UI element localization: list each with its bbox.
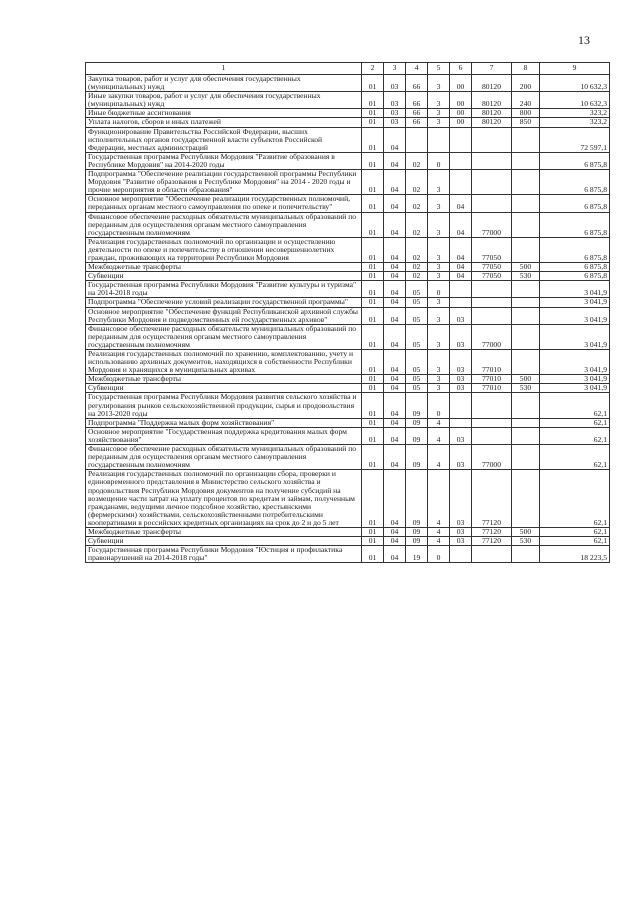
direction-code-cell <box>472 298 512 307</box>
table-row <box>86 445 610 470</box>
subsection-code-cell: 03 <box>384 109 406 118</box>
direction-code-cell: 77050 <box>472 237 512 262</box>
amount-cell: 10 632,3 <box>540 75 610 92</box>
expense-type-cell: 500 <box>512 263 540 272</box>
direction-code-cell: 80120 <box>472 75 512 92</box>
direction-code-cell <box>472 427 512 444</box>
program-code-cell: 66 <box>406 118 428 127</box>
subprogram-code-cell: 3 <box>428 212 450 237</box>
header-cell: 1 <box>86 63 362 75</box>
table-row <box>86 237 610 262</box>
table-row <box>86 427 610 444</box>
section-code-cell: 01 <box>362 350 384 375</box>
row-name-cell: Реализация государственных полномочий по хранению, комплектованию, учету и использованию архивных документов, находящихся в собственности Республики Мордовия и хранящихся в муниципальных архивах <box>86 350 362 375</box>
subsection-code-cell: 04 <box>384 375 406 384</box>
program-code-cell: 02 <box>406 195 428 212</box>
amount-cell: 3 041,9 <box>540 298 610 307</box>
subsection-code-cell: 04 <box>384 350 406 375</box>
section-code-cell: 01 <box>362 118 384 127</box>
program-code-cell: 09 <box>406 470 428 528</box>
section-code-cell: 01 <box>362 298 384 307</box>
expense-type-cell <box>512 418 540 427</box>
row-name-cell: Государственная программа Республики Мордовия "Развитие образования в Республике Мордовия" на 2014-2020 годы <box>86 152 362 169</box>
row-name-cell: Государственная программа Республики Мордовия "Юстиция и профилактика правонарушений на 2014-2018 годы" <box>86 546 362 563</box>
section-code-cell: 01 <box>362 324 384 349</box>
subprogram-code-cell: 3 <box>428 237 450 262</box>
expense-type-cell <box>512 546 540 563</box>
table-row <box>86 152 610 169</box>
expense-type-cell <box>512 307 540 324</box>
direction-code-cell: 77010 <box>472 375 512 384</box>
direction-code-cell <box>472 307 512 324</box>
subprogram-code-cell: 3 <box>428 75 450 92</box>
row-name-cell: Межбюджетные трансферты <box>86 527 362 536</box>
direction-code-cell <box>472 170 512 195</box>
expense-type-cell <box>512 350 540 375</box>
page-number: 13 <box>578 33 590 47</box>
expense-type-cell <box>512 445 540 470</box>
measure-code-cell: 03 <box>450 537 472 546</box>
amount-cell: 10 632,3 <box>540 92 610 109</box>
subsection-code-cell: 03 <box>384 118 406 127</box>
row-name-cell: Субвенции <box>86 384 362 393</box>
expense-type-cell <box>512 324 540 349</box>
expense-type-cell: 850 <box>512 118 540 127</box>
expense-type-cell <box>512 195 540 212</box>
amount-cell: 62,1 <box>540 537 610 546</box>
subsection-code-cell: 04 <box>384 281 406 298</box>
program-code-cell: 66 <box>406 109 428 118</box>
measure-code-cell <box>450 170 472 195</box>
row-name-cell: Уплата налогов, сборов и иных платежей <box>86 118 362 127</box>
section-code-cell: 01 <box>362 272 384 281</box>
subprogram-code-cell: 3 <box>428 263 450 272</box>
row-name-cell: Подпрограмма "Поддержка малых форм хозяйствования" <box>86 418 362 427</box>
measure-code-cell: 00 <box>450 118 472 127</box>
table-row <box>86 470 610 528</box>
measure-code-cell <box>450 152 472 169</box>
header-cell: 7 <box>472 63 512 75</box>
program-code-cell: 05 <box>406 384 428 393</box>
subprogram-code-cell: 0 <box>428 152 450 169</box>
program-code-cell: 66 <box>406 75 428 92</box>
measure-code-cell <box>450 546 472 563</box>
expense-type-cell: 240 <box>512 92 540 109</box>
program-code-cell: 09 <box>406 527 428 536</box>
row-name-cell: Подпрограмма "Обеспечение реализации государственной программы Республики Мордовия "Развитие образования в Республике Мордовия" на 2014 - 2020 годы и прочие мероприятия в области образования" <box>86 170 362 195</box>
row-name-cell: Финансовое обеспечение расходных обязательств муниципальных образований по переданным для осуществления органам местного самоуправления государственным полномочиям <box>86 324 362 349</box>
table-row <box>86 298 610 307</box>
subsection-code-cell: 04 <box>384 445 406 470</box>
subsection-code-cell: 04 <box>384 127 406 152</box>
section-code-cell: 01 <box>362 170 384 195</box>
amount-cell: 3 041,9 <box>540 324 610 349</box>
measure-code-cell: 04 <box>450 263 472 272</box>
header-cell: 2 <box>362 63 384 75</box>
subsection-code-cell: 04 <box>384 298 406 307</box>
amount-cell: 6 875,8 <box>540 170 610 195</box>
table-row <box>86 212 610 237</box>
table-row <box>86 92 610 109</box>
direction-code-cell: 77050 <box>472 263 512 272</box>
program-code-cell: 02 <box>406 272 428 281</box>
amount-cell: 6 875,8 <box>540 263 610 272</box>
direction-code-cell: 77010 <box>472 384 512 393</box>
header-cell: 4 <box>406 63 428 75</box>
table-row <box>86 127 610 152</box>
amount-cell: 323,2 <box>540 109 610 118</box>
direction-code-cell: 77000 <box>472 445 512 470</box>
expense-type-cell <box>512 152 540 169</box>
section-code-cell: 01 <box>362 152 384 169</box>
subprogram-code-cell: 3 <box>428 298 450 307</box>
expense-type-cell <box>512 237 540 262</box>
table-row <box>86 195 610 212</box>
subprogram-code-cell: 4 <box>428 445 450 470</box>
measure-code-cell <box>450 281 472 298</box>
amount-cell: 62,1 <box>540 427 610 444</box>
direction-code-cell: 77000 <box>472 212 512 237</box>
subprogram-code-cell: 4 <box>428 527 450 536</box>
section-code-cell: 01 <box>362 546 384 563</box>
amount-cell: 6 875,8 <box>540 195 610 212</box>
program-code-cell: 05 <box>406 307 428 324</box>
row-name-cell: Реализация государственных полномочий по организации и осуществлению деятельности по опеке и попечительству в отношении несовершеннолетних граждан, проживающих на территории Республики Мордовия <box>86 237 362 262</box>
section-code-cell: 01 <box>362 470 384 528</box>
program-code-cell: 09 <box>406 537 428 546</box>
header-cell: 6 <box>450 63 472 75</box>
measure-code-cell: 03 <box>450 307 472 324</box>
subsection-code-cell: 04 <box>384 272 406 281</box>
program-code-cell: 02 <box>406 237 428 262</box>
subprogram-code-cell: 4 <box>428 418 450 427</box>
amount-cell: 323,2 <box>540 118 610 127</box>
measure-code-cell <box>450 393 472 418</box>
subprogram-code-cell: 4 <box>428 427 450 444</box>
measure-code-cell: 04 <box>450 237 472 262</box>
header-cell: 9 <box>540 63 610 75</box>
section-code-cell: 01 <box>362 237 384 262</box>
program-code-cell: 05 <box>406 350 428 375</box>
row-name-cell: Государственная программа Республики Мордовия развития сельского хозяйства и регулирования рынков сельскохозяйственной продукции, сырья и продовольствия на 2013-2020 годы <box>86 393 362 418</box>
subsection-code-cell: 04 <box>384 527 406 536</box>
section-code-cell: 01 <box>362 537 384 546</box>
measure-code-cell: 03 <box>450 384 472 393</box>
direction-code-cell <box>472 195 512 212</box>
subsection-code-cell: 04 <box>384 170 406 195</box>
program-code-cell: 02 <box>406 152 428 169</box>
table-row <box>86 393 610 418</box>
amount-cell: 18 223,5 <box>540 546 610 563</box>
amount-cell: 3 041,9 <box>540 384 610 393</box>
amount-cell: 62,1 <box>540 418 610 427</box>
row-name-cell: Основное мероприятие "Обеспечение реализации государственных полномочий, переданных органам местного самоуправления по опеке и попечительству" <box>86 195 362 212</box>
measure-code-cell <box>450 418 472 427</box>
row-name-cell: Подпрограмма "Обеспечение условий реализации государственной программы" <box>86 298 362 307</box>
direction-code-cell <box>472 152 512 169</box>
amount-cell: 62,1 <box>540 470 610 528</box>
subprogram-code-cell: 3 <box>428 384 450 393</box>
program-code-cell <box>406 127 428 152</box>
measure-code-cell: 04 <box>450 272 472 281</box>
program-code-cell: 05 <box>406 298 428 307</box>
amount-cell: 6 875,8 <box>540 272 610 281</box>
table-row <box>86 350 610 375</box>
header-cell: 3 <box>384 63 406 75</box>
amount-cell: 3 041,9 <box>540 307 610 324</box>
table-row <box>86 118 610 127</box>
table-body <box>86 75 610 563</box>
expense-type-cell <box>512 127 540 152</box>
subsection-code-cell: 04 <box>384 152 406 169</box>
subsection-code-cell: 04 <box>384 393 406 418</box>
direction-code-cell <box>472 418 512 427</box>
direction-code-cell: 80120 <box>472 92 512 109</box>
measure-code-cell: 00 <box>450 92 472 109</box>
subsection-code-cell: 03 <box>384 92 406 109</box>
direction-code-cell: 77010 <box>472 350 512 375</box>
subsection-code-cell: 04 <box>384 470 406 528</box>
amount-cell: 62,1 <box>540 445 610 470</box>
row-name-cell: Реализация государственных полномочий по организации сбора, проверки и единовременного представления в Министерство сельского хозяйства и продовольствия Республики Мордовия документов на получение субсидий на возмещение части затрат на уплату процентов по кредитам и займам, полученным гражданами, ведущими личное подсобное хозяйство, крестьянскими (фермерскими) хозяйствами, сельскохозяйственными потребительскими кооперативами в российских кредитных организациях на срок до 2 и до 5 лет <box>86 470 362 528</box>
section-code-cell: 01 <box>362 427 384 444</box>
subsection-code-cell: 04 <box>384 324 406 349</box>
direction-code-cell: 77120 <box>472 470 512 528</box>
subsection-code-cell: 04 <box>384 537 406 546</box>
program-code-cell: 09 <box>406 393 428 418</box>
amount-cell: 62,1 <box>540 527 610 536</box>
subprogram-code-cell: 3 <box>428 170 450 195</box>
subsection-code-cell: 04 <box>384 237 406 262</box>
program-code-cell: 02 <box>406 212 428 237</box>
section-code-cell: 01 <box>362 445 384 470</box>
subsection-code-cell: 04 <box>384 546 406 563</box>
expense-type-cell: 530 <box>512 272 540 281</box>
row-name-cell: Финансовое обеспечение расходных обязательств муниципальных образований по переданным для осуществления органам местного самоуправления государственным полномочиям <box>86 445 362 470</box>
row-name-cell: Основное мероприятие "Государственная поддержка кредитования малых форм хозяйствования" <box>86 427 362 444</box>
row-name-cell: Субвенции <box>86 537 362 546</box>
subprogram-code-cell <box>428 127 450 152</box>
measure-code-cell: 03 <box>450 375 472 384</box>
section-code-cell: 01 <box>362 384 384 393</box>
subsection-code-cell: 03 <box>384 75 406 92</box>
direction-code-cell: 77120 <box>472 537 512 546</box>
measure-code-cell: 04 <box>450 212 472 237</box>
direction-code-cell: 77050 <box>472 272 512 281</box>
subprogram-code-cell: 3 <box>428 195 450 212</box>
subsection-code-cell: 04 <box>384 418 406 427</box>
subprogram-code-cell: 0 <box>428 281 450 298</box>
subprogram-code-cell: 4 <box>428 537 450 546</box>
direction-code-cell: 77000 <box>472 324 512 349</box>
table-row <box>86 546 610 563</box>
direction-code-cell <box>472 393 512 418</box>
program-code-cell: 05 <box>406 324 428 349</box>
header-cell: 8 <box>512 63 540 75</box>
row-name-cell: Государственная программа Республики Мордовия "Развитие культуры и туризма" на 2014-2018 годы <box>86 281 362 298</box>
subprogram-code-cell: 0 <box>428 393 450 418</box>
measure-code-cell: 03 <box>450 350 472 375</box>
amount-cell: 3 041,9 <box>540 375 610 384</box>
expense-type-cell <box>512 170 540 195</box>
direction-code-cell <box>472 281 512 298</box>
amount-cell: 6 875,8 <box>540 237 610 262</box>
row-name-cell: Функционирование Правительства Российской Федерации, высших исполнительных органов государственной власти субъектов Российской Федерации, местных администраций <box>86 127 362 152</box>
section-code-cell: 01 <box>362 418 384 427</box>
section-code-cell: 01 <box>362 375 384 384</box>
table-row <box>86 307 610 324</box>
row-name-cell: Основное мероприятие "Обеспечение функций Республиканской архивной службы Республики Мордовия и подведомственных ей государственных архивов" <box>86 307 362 324</box>
header-cell: 5 <box>428 63 450 75</box>
subprogram-code-cell: 0 <box>428 546 450 563</box>
subprogram-code-cell: 3 <box>428 118 450 127</box>
section-code-cell: 01 <box>362 307 384 324</box>
program-code-cell: 09 <box>406 445 428 470</box>
measure-code-cell: 03 <box>450 427 472 444</box>
expense-type-cell <box>512 470 540 528</box>
table-row <box>86 170 610 195</box>
direction-code-cell <box>472 546 512 563</box>
direction-code-cell <box>472 127 512 152</box>
subprogram-code-cell: 4 <box>428 470 450 528</box>
section-code-cell: 01 <box>362 527 384 536</box>
expense-type-cell: 500 <box>512 527 540 536</box>
measure-code-cell: 00 <box>450 109 472 118</box>
header-row <box>86 63 610 75</box>
amount-cell: 3 041,9 <box>540 350 610 375</box>
section-code-cell: 01 <box>362 195 384 212</box>
program-code-cell: 05 <box>406 281 428 298</box>
budget-table-container <box>85 62 609 563</box>
amount-cell: 6 875,8 <box>540 212 610 237</box>
amount-cell: 72 597,1 <box>540 127 610 152</box>
section-code-cell: 01 <box>362 109 384 118</box>
subprogram-code-cell: 3 <box>428 92 450 109</box>
program-code-cell: 19 <box>406 546 428 563</box>
subsection-code-cell: 04 <box>384 263 406 272</box>
program-code-cell: 05 <box>406 375 428 384</box>
direction-code-cell: 80120 <box>472 118 512 127</box>
subprogram-code-cell: 3 <box>428 375 450 384</box>
subsection-code-cell: 04 <box>384 307 406 324</box>
measure-code-cell: 00 <box>450 75 472 92</box>
row-name-cell: Иные закупки товаров, работ и услуг для обеспечения государственных (муниципальных) нужд <box>86 92 362 109</box>
expense-type-cell <box>512 281 540 298</box>
program-code-cell: 09 <box>406 427 428 444</box>
measure-code-cell: 03 <box>450 324 472 349</box>
measure-code-cell <box>450 127 472 152</box>
subprogram-code-cell: 3 <box>428 272 450 281</box>
row-name-cell: Межбюджетные трансферты <box>86 263 362 272</box>
measure-code-cell: 03 <box>450 445 472 470</box>
expense-type-cell: 500 <box>512 375 540 384</box>
table-row <box>86 418 610 427</box>
expense-type-cell: 530 <box>512 384 540 393</box>
row-name-cell: Субвенции <box>86 272 362 281</box>
subsection-code-cell: 04 <box>384 427 406 444</box>
measure-code-cell: 03 <box>450 527 472 536</box>
section-code-cell: 01 <box>362 393 384 418</box>
program-code-cell: 09 <box>406 418 428 427</box>
section-code-cell: 01 <box>362 92 384 109</box>
subprogram-code-cell: 3 <box>428 307 450 324</box>
expense-type-cell: 800 <box>512 109 540 118</box>
table-row <box>86 75 610 92</box>
table-row <box>86 324 610 349</box>
section-code-cell: 01 <box>362 127 384 152</box>
direction-code-cell: 77120 <box>472 527 512 536</box>
section-code-cell: 01 <box>362 263 384 272</box>
expense-type-cell <box>512 212 540 237</box>
measure-code-cell <box>450 298 472 307</box>
expense-type-cell: 200 <box>512 75 540 92</box>
program-code-cell: 66 <box>406 92 428 109</box>
amount-cell: 6 875,8 <box>540 152 610 169</box>
row-name-cell: Финансовое обеспечение расходных обязательств муниципальных образований по переданным для осуществления органам местного самоуправления государственным полномочиям <box>86 212 362 237</box>
expense-type-cell <box>512 427 540 444</box>
expense-type-cell <box>512 393 540 418</box>
budget-table <box>85 62 610 563</box>
expense-type-cell <box>512 298 540 307</box>
table-row <box>86 281 610 298</box>
amount-cell: 3 041,9 <box>540 281 610 298</box>
subsection-code-cell: 04 <box>384 195 406 212</box>
section-code-cell: 01 <box>362 281 384 298</box>
subprogram-code-cell: 3 <box>428 350 450 375</box>
row-name-cell: Закупка товаров, работ и услуг для обеспечения государственных (муниципальных) нужд <box>86 75 362 92</box>
section-code-cell: 01 <box>362 75 384 92</box>
row-name-cell: Иные бюджетные ассигнования <box>86 109 362 118</box>
direction-code-cell: 80120 <box>472 109 512 118</box>
program-code-cell: 02 <box>406 263 428 272</box>
measure-code-cell: 03 <box>450 470 472 528</box>
measure-code-cell: 04 <box>450 195 472 212</box>
subprogram-code-cell: 3 <box>428 324 450 349</box>
subsection-code-cell: 04 <box>384 212 406 237</box>
expense-type-cell: 530 <box>512 537 540 546</box>
section-code-cell: 01 <box>362 212 384 237</box>
row-name-cell: Межбюджетные трансферты <box>86 375 362 384</box>
subprogram-code-cell: 3 <box>428 109 450 118</box>
program-code-cell: 02 <box>406 170 428 195</box>
amount-cell: 62,1 <box>540 393 610 418</box>
subsection-code-cell: 04 <box>384 384 406 393</box>
